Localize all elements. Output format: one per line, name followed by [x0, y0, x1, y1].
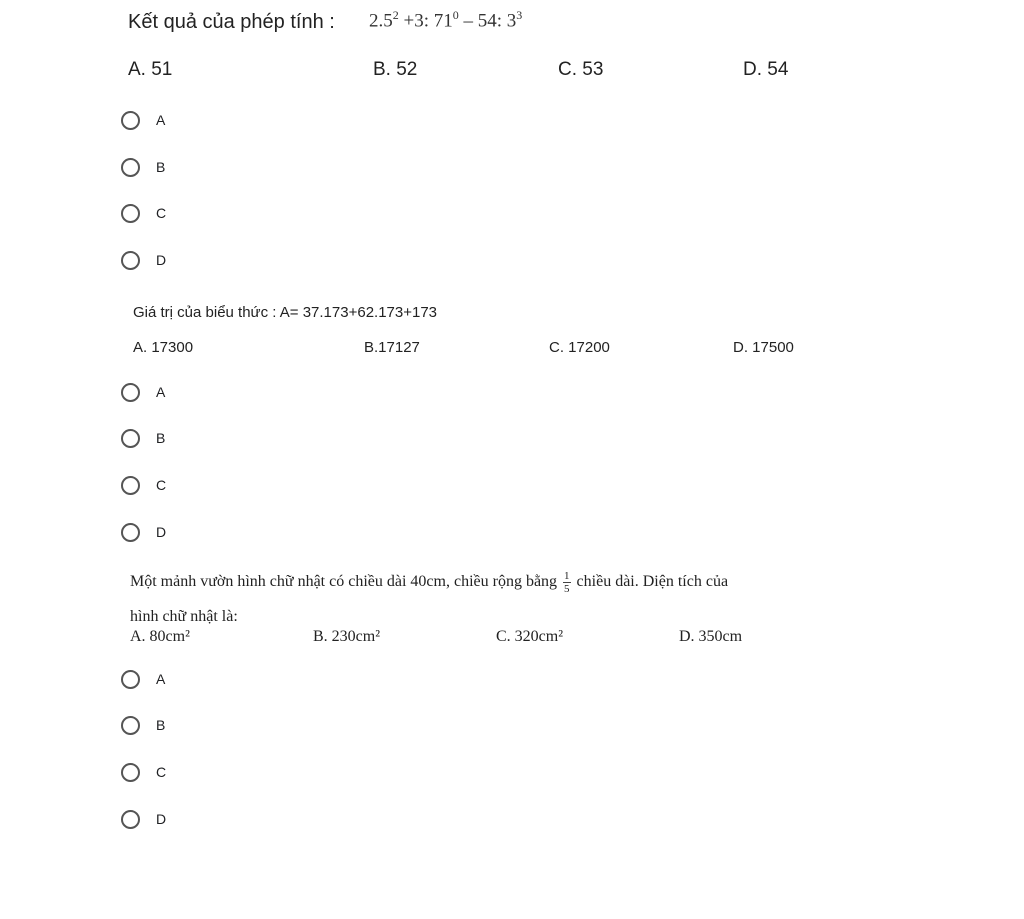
- radio-button[interactable]: [121, 670, 140, 689]
- question-3-prompt: [130, 570, 728, 595]
- question-1-expression: [369, 8, 522, 32]
- expr-exponent: 0: [452, 8, 459, 22]
- expr-part: – 54: 3: [458, 10, 517, 32]
- choice-label: C: [156, 477, 167, 493]
- question-1-option-a: A. 51: [128, 59, 173, 80]
- question-3-option-b: B. 230cm²: [313, 628, 381, 645]
- question-2-prompt: Giá trị của biểu thức : A= 37.173+62.173+173: [133, 304, 438, 321]
- radio-button[interactable]: [121, 523, 140, 542]
- question-3-prompt-line2: hình chữ nhật là:: [130, 608, 238, 625]
- expr-part: 2.5: [369, 10, 393, 32]
- radio-button[interactable]: [121, 476, 140, 495]
- question-3-choice-d[interactable]: [121, 807, 166, 831]
- question-1-choice-c[interactable]: [121, 201, 166, 225]
- question-1-choice-d[interactable]: [121, 248, 166, 272]
- question-2-choice-d[interactable]: [121, 520, 166, 544]
- choice-label: C: [156, 205, 167, 221]
- choice-label: B: [156, 159, 166, 175]
- question-3-option-c: C. 320cm²: [496, 628, 564, 645]
- question-1-option-d: D. 54: [743, 59, 789, 80]
- question-3-option-a: A. 80cm²: [130, 628, 190, 645]
- question-1-option-b: B. 52: [373, 59, 418, 80]
- question-1-option-c: C. 53: [558, 59, 604, 80]
- fraction-numerator: 1: [564, 570, 570, 582]
- question-2-option-d: D. 17500: [733, 339, 794, 356]
- question-1-choice-a[interactable]: [121, 108, 165, 132]
- radio-button[interactable]: [121, 204, 140, 223]
- question-2-option-b: B.17127: [364, 339, 420, 356]
- question-2-choice-a[interactable]: [121, 380, 165, 404]
- choice-label: D: [156, 524, 167, 540]
- radio-button[interactable]: [121, 763, 140, 782]
- expr-exponent: 3: [516, 8, 523, 22]
- choice-label: A: [156, 671, 166, 687]
- question-2-choice-b[interactable]: [121, 426, 165, 450]
- question-3-option-d: D. 350cm: [679, 628, 743, 645]
- question-1-prompt: Kết quả của phép tính :: [128, 11, 335, 33]
- question-2-choice-c[interactable]: [121, 473, 166, 497]
- choice-label: D: [156, 811, 167, 827]
- choice-label: C: [156, 764, 167, 780]
- prompt-text: Một mảnh vườn hình chữ nhật có chiều dài 40cm, chiều rộng bằng: [130, 573, 558, 591]
- expr-exponent: 2: [392, 8, 399, 22]
- radio-button[interactable]: [121, 251, 140, 270]
- question-1-choice-b[interactable]: [121, 155, 165, 179]
- radio-button[interactable]: [121, 810, 140, 829]
- choice-label: D: [156, 252, 167, 268]
- radio-button[interactable]: [121, 716, 140, 735]
- prompt-text: chiều dài. Diện tích của: [576, 573, 729, 591]
- radio-button[interactable]: [121, 429, 140, 448]
- question-3-choice-b[interactable]: [121, 713, 165, 737]
- fraction-denominator: 5: [564, 583, 570, 595]
- choice-label: A: [156, 384, 166, 400]
- question-3-choice-c[interactable]: [121, 760, 166, 784]
- radio-button[interactable]: [121, 383, 140, 402]
- choice-label: B: [156, 430, 166, 446]
- fraction: [563, 570, 571, 595]
- question-3-choice-a[interactable]: [121, 667, 165, 691]
- radio-button[interactable]: [121, 111, 140, 130]
- question-2-option-c: C. 17200: [549, 339, 610, 356]
- choice-label: B: [156, 717, 166, 733]
- radio-button[interactable]: [121, 158, 140, 177]
- question-2-option-a: A. 17300: [133, 339, 194, 356]
- choice-label: A: [156, 112, 166, 128]
- expr-part: +3: 71: [398, 10, 453, 32]
